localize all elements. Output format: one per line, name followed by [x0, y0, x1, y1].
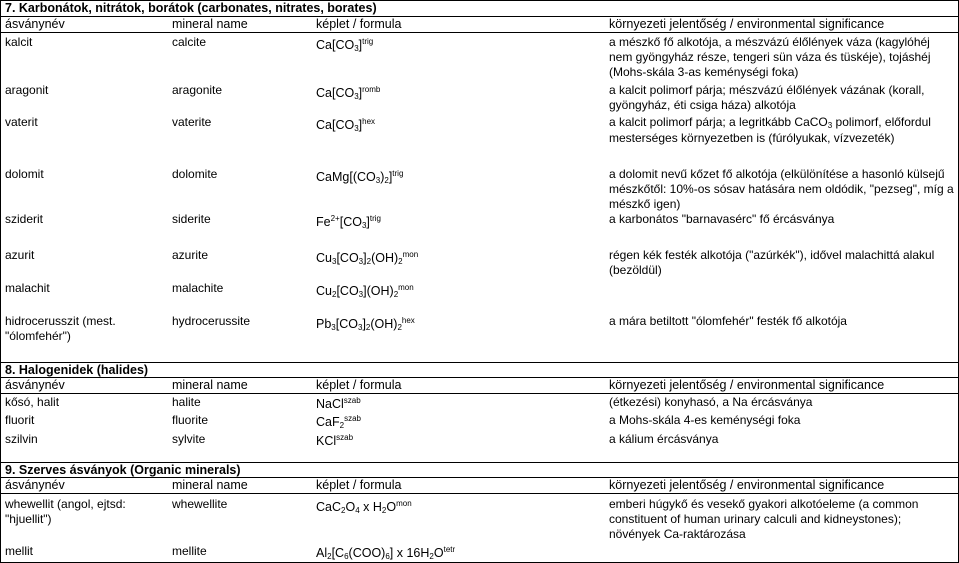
mineral-en: azurite [172, 248, 209, 262]
mineral-en: whewellite [172, 497, 228, 511]
mineral-en: aragonite [172, 83, 223, 97]
mineral-hu: aragonit [5, 83, 49, 97]
significance: a Mohs-skála 4-es keménységi foka [609, 413, 801, 427]
formula-azurite: $Cu_3[CO_3]_2(OH)_2^{mon}$ [316, 250, 419, 266]
mineral-hu: vaterit [5, 115, 38, 129]
formula-fluorite: CaF$_2^{szab}$ [316, 414, 361, 430]
grid-vline [0, 0, 1, 563]
formula-hydrocerussite: $Pb_3[CO_3]_2(OH)_2^{hex}$ [316, 316, 415, 332]
mineral-en: halite [172, 395, 201, 409]
header-formula: képlet / formula [316, 378, 402, 392]
formula-calcite: $Ca[CO_3]^{trig}$ [316, 37, 374, 53]
significance: a kalcit polimorf párja; mészvázú élőlények vázának (korall, gyöngyház, éti csiga háza) alkotója [609, 83, 925, 112]
significance: (étkezési) konyhasó, a Na ércásványa [609, 395, 813, 409]
grid-hline [0, 393, 959, 394]
significance: a dolomit nevű kőzet fő alkotója (elkülönítése a hasonló külsejű mészkőtől: 10%-os sósav hatására nem oldódik, "pezseg", míg a mészkő igen) [609, 167, 954, 211]
header-significance: környezeti jelentőség / environmental significance [609, 478, 885, 492]
mineral-en: sylvite [172, 432, 206, 446]
significance: a mára betiltott "ólomfehér" festék fő alkotója [609, 314, 847, 328]
formula-mellite: $Al_2[C_6(COO)_6]$ x $16H_2O^{tetr}$ [316, 545, 456, 561]
header-significance: környezeti jelentőség / environmental significance [609, 17, 885, 31]
mineral-en: calcite [172, 35, 207, 49]
header-mineral-hu: ásványnév [5, 378, 65, 392]
section-title: 9. Szerves ásványok (Organic minerals) [5, 463, 241, 477]
mineral-hu: fluorit [5, 413, 35, 427]
header-formula: képlet / formula [316, 478, 402, 492]
mineral-en: hydrocerussite [172, 314, 251, 328]
mineral-hu: szilvin [5, 432, 38, 446]
mineral-hu: whewellit (angol, ejtsd: "hjuellit") [5, 497, 126, 526]
significance: a mészkő fő alkotója, a mészvázú élőlények váza (kagylóhéj nem gyöngyház része, tengeri sün váza és tüskéje), tojáshéj (Mohs-skála 3-as keménységi foka) [609, 35, 931, 79]
significance-line2: mesterséges környezetben is (fúrólyukak, vízvezeték) [609, 131, 895, 145]
mineral-en: mellite [172, 544, 207, 558]
grid-hline [0, 493, 959, 494]
section-title: 7. Karbonátok, nitrátok, borátok (carbonates, nitrates, borates) [5, 1, 377, 15]
formula-whewellite: $CaC_2O_4$ x $H_2O^{mon}$ [316, 499, 412, 515]
mineral-en: vaterite [172, 115, 212, 129]
mineral-hu: azurit [5, 248, 35, 262]
mineral-en: malachite [172, 281, 224, 295]
formula-vaterite: $Ca[CO_3]^{hex}$ [316, 117, 376, 133]
significance: a kálium ércásványa [609, 432, 719, 446]
significance: a kalcit polimorf párja; a legritkább CaCO$_3$ polimorf, előfordul [609, 115, 931, 130]
header-formula: képlet / formula [316, 17, 402, 31]
mineral-hu: sziderit [5, 212, 44, 226]
header-mineral-en: mineral name [172, 478, 248, 492]
formula-halite: NaCl$^{szab}$ [316, 396, 361, 411]
mineral-hu: mellit [5, 544, 34, 558]
mineral-hu: kalcit [5, 35, 33, 49]
mineral-en: dolomite [172, 167, 218, 181]
formula-malachite: $Cu_2[CO_3](OH)_2^{mon}$ [316, 283, 414, 299]
mineral-hu: kősó, halit [5, 395, 60, 409]
formula-aragonite: $Ca[CO_3]^{romb}$ [316, 85, 381, 101]
formula-siderite: $Fe^{2+}[CO_3]^{trig}$ [316, 214, 382, 230]
mineral-en: fluorite [172, 413, 209, 427]
mineral-hu: dolomit [5, 167, 44, 181]
significance: a karbonátos "barnavasérc" fő ércásványa [609, 212, 835, 226]
header-mineral-hu: ásványnév [5, 17, 65, 31]
header-significance: környezeti jelentőség / environmental significance [609, 378, 885, 392]
grid-hline [0, 32, 959, 33]
mineral-hu: hidrocerusszit (mest. "ólomfehér") [5, 314, 116, 343]
formula-sylvite: KCl$^{szab}$ [316, 433, 354, 448]
header-mineral-en: mineral name [172, 17, 248, 31]
header-mineral-hu: ásványnév [5, 478, 65, 492]
section-title: 8. Halogenidek (halides) [5, 363, 149, 377]
header-mineral-en: mineral name [172, 378, 248, 392]
significance: emberi húgykő és vesekő gyakori alkotóeleme (a common constituent of human urinary calculi and kidneystones); növények Ca-raktározása [609, 497, 919, 541]
formula-dolomite: $CaMg[(CO_3)_2]^{trig}$ [316, 169, 404, 185]
mineral-hu: malachit [5, 281, 50, 295]
mineral-en: siderite [172, 212, 211, 226]
significance: régen kék festék alkotója ("azúrkék"), idővel malachittá alakul (bezöldül) [609, 248, 935, 277]
